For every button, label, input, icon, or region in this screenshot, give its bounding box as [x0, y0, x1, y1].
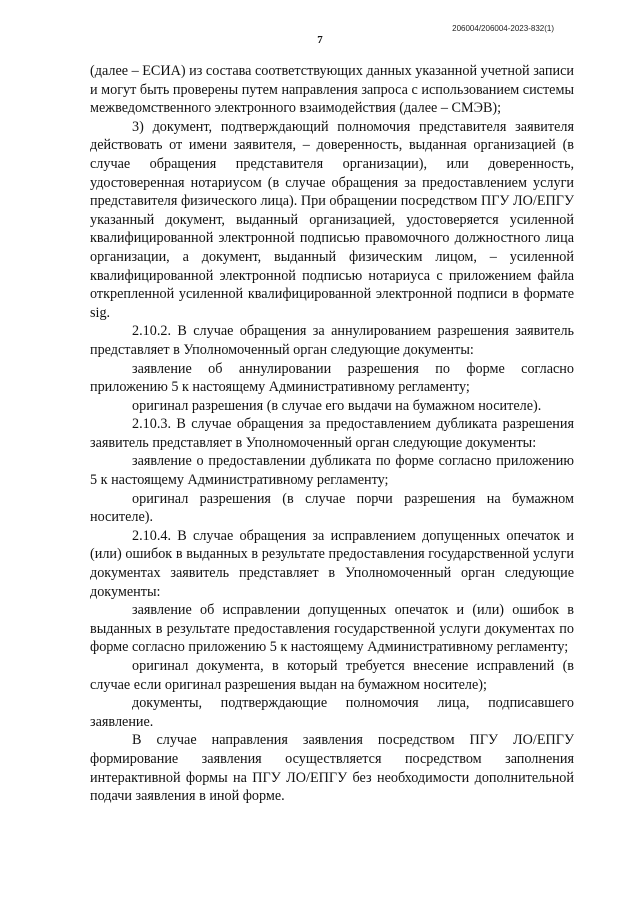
page-number: 7: [317, 34, 323, 46]
paragraph: оригинал разрешения (в случае его выдачи на бумажном носителе).: [132, 397, 542, 414]
paragraph: заявление о предоставлении дубликата по форме согласно приложению 5 к настоящему Административному регламенту;: [90, 453, 574, 489]
paragraph: заявление об исправлении допущенных опечаток и (или) ошибок в выданных в результате предоставления государственной услуги документах по форме согласно приложению 5 к настоящему Административному регламенту;: [90, 602, 574, 656]
paragraph: (далее – ЕСИА) из состава соответствующих данных указанной учетной записи и могут быть проверены путем направления запроса с использованием системы межведомственного электронного взаимодействия (далее – СМЭВ);: [90, 63, 574, 117]
paragraph: 2.10.4. В случае обращения за исправлением допущенных опечаток и (или) ошибок в выданных в результате предоставления государственной услуги документах заявитель представляет в Уполномоченный орган следующие документы:: [90, 527, 574, 600]
paragraph: заявление об аннулировании разрешения по форме согласно приложению 5 к настоящему Административному регламенту;: [90, 360, 574, 396]
paragraph: оригинал документа, в который требуется внесение исправлений (в случае если оригинал разрешения выдан на бумажном носителе);: [90, 658, 574, 693]
document-id: 206004/206004-2023-832(1): [452, 24, 554, 33]
paragraph: 3) документ, подтверждающий полномочия представителя заявителя действовать от имени заявителя, – доверенность, выданная организацией (в случае обращения представителя организации), или доверенность, удостоверенная нотариусом (в случае обращения за предоставлением услуги представителя физического лица). При обращении посредством ПГУ ЛО/ЕПГУ указанный документ, выданный организацией, удостоверяется усиленной квалифицированной электронной подписью правомочного должностного лица организации, а документ, выданный физическим лицом, – усиленной квалифицированной электронной подписью нотариуса с приложением файла открепленной усиленной квалифицированной электронной подписи в формате sig.: [90, 118, 574, 321]
paragraph: 2.10.2. В случае обращения за аннулированием разрешения заявитель представляет в Уполномоченный орган следующие документы:: [90, 323, 574, 358]
paragraph: документы, подтверждающие полномочия лица, подписавшего заявление.: [90, 695, 574, 730]
paragraph: 2.10.3. В случае обращения за предоставлением дубликата разрешения заявитель представляет в Уполномоченный орган следующие документы:: [90, 416, 574, 451]
paragraph: оригинал разрешения (в случае порчи разрешения на бумажном носителе).: [90, 490, 574, 526]
document-body: [90, 62, 574, 806]
paragraph: В случае направления заявления посредством ПГУ ЛО/ЕПГУ формирование заявления осуществляется посредством заполнения интерактивной формы на ПГУ ЛО/ЕПГУ без необходимости дополнительной подачи заявления в иной форме.: [90, 732, 574, 805]
